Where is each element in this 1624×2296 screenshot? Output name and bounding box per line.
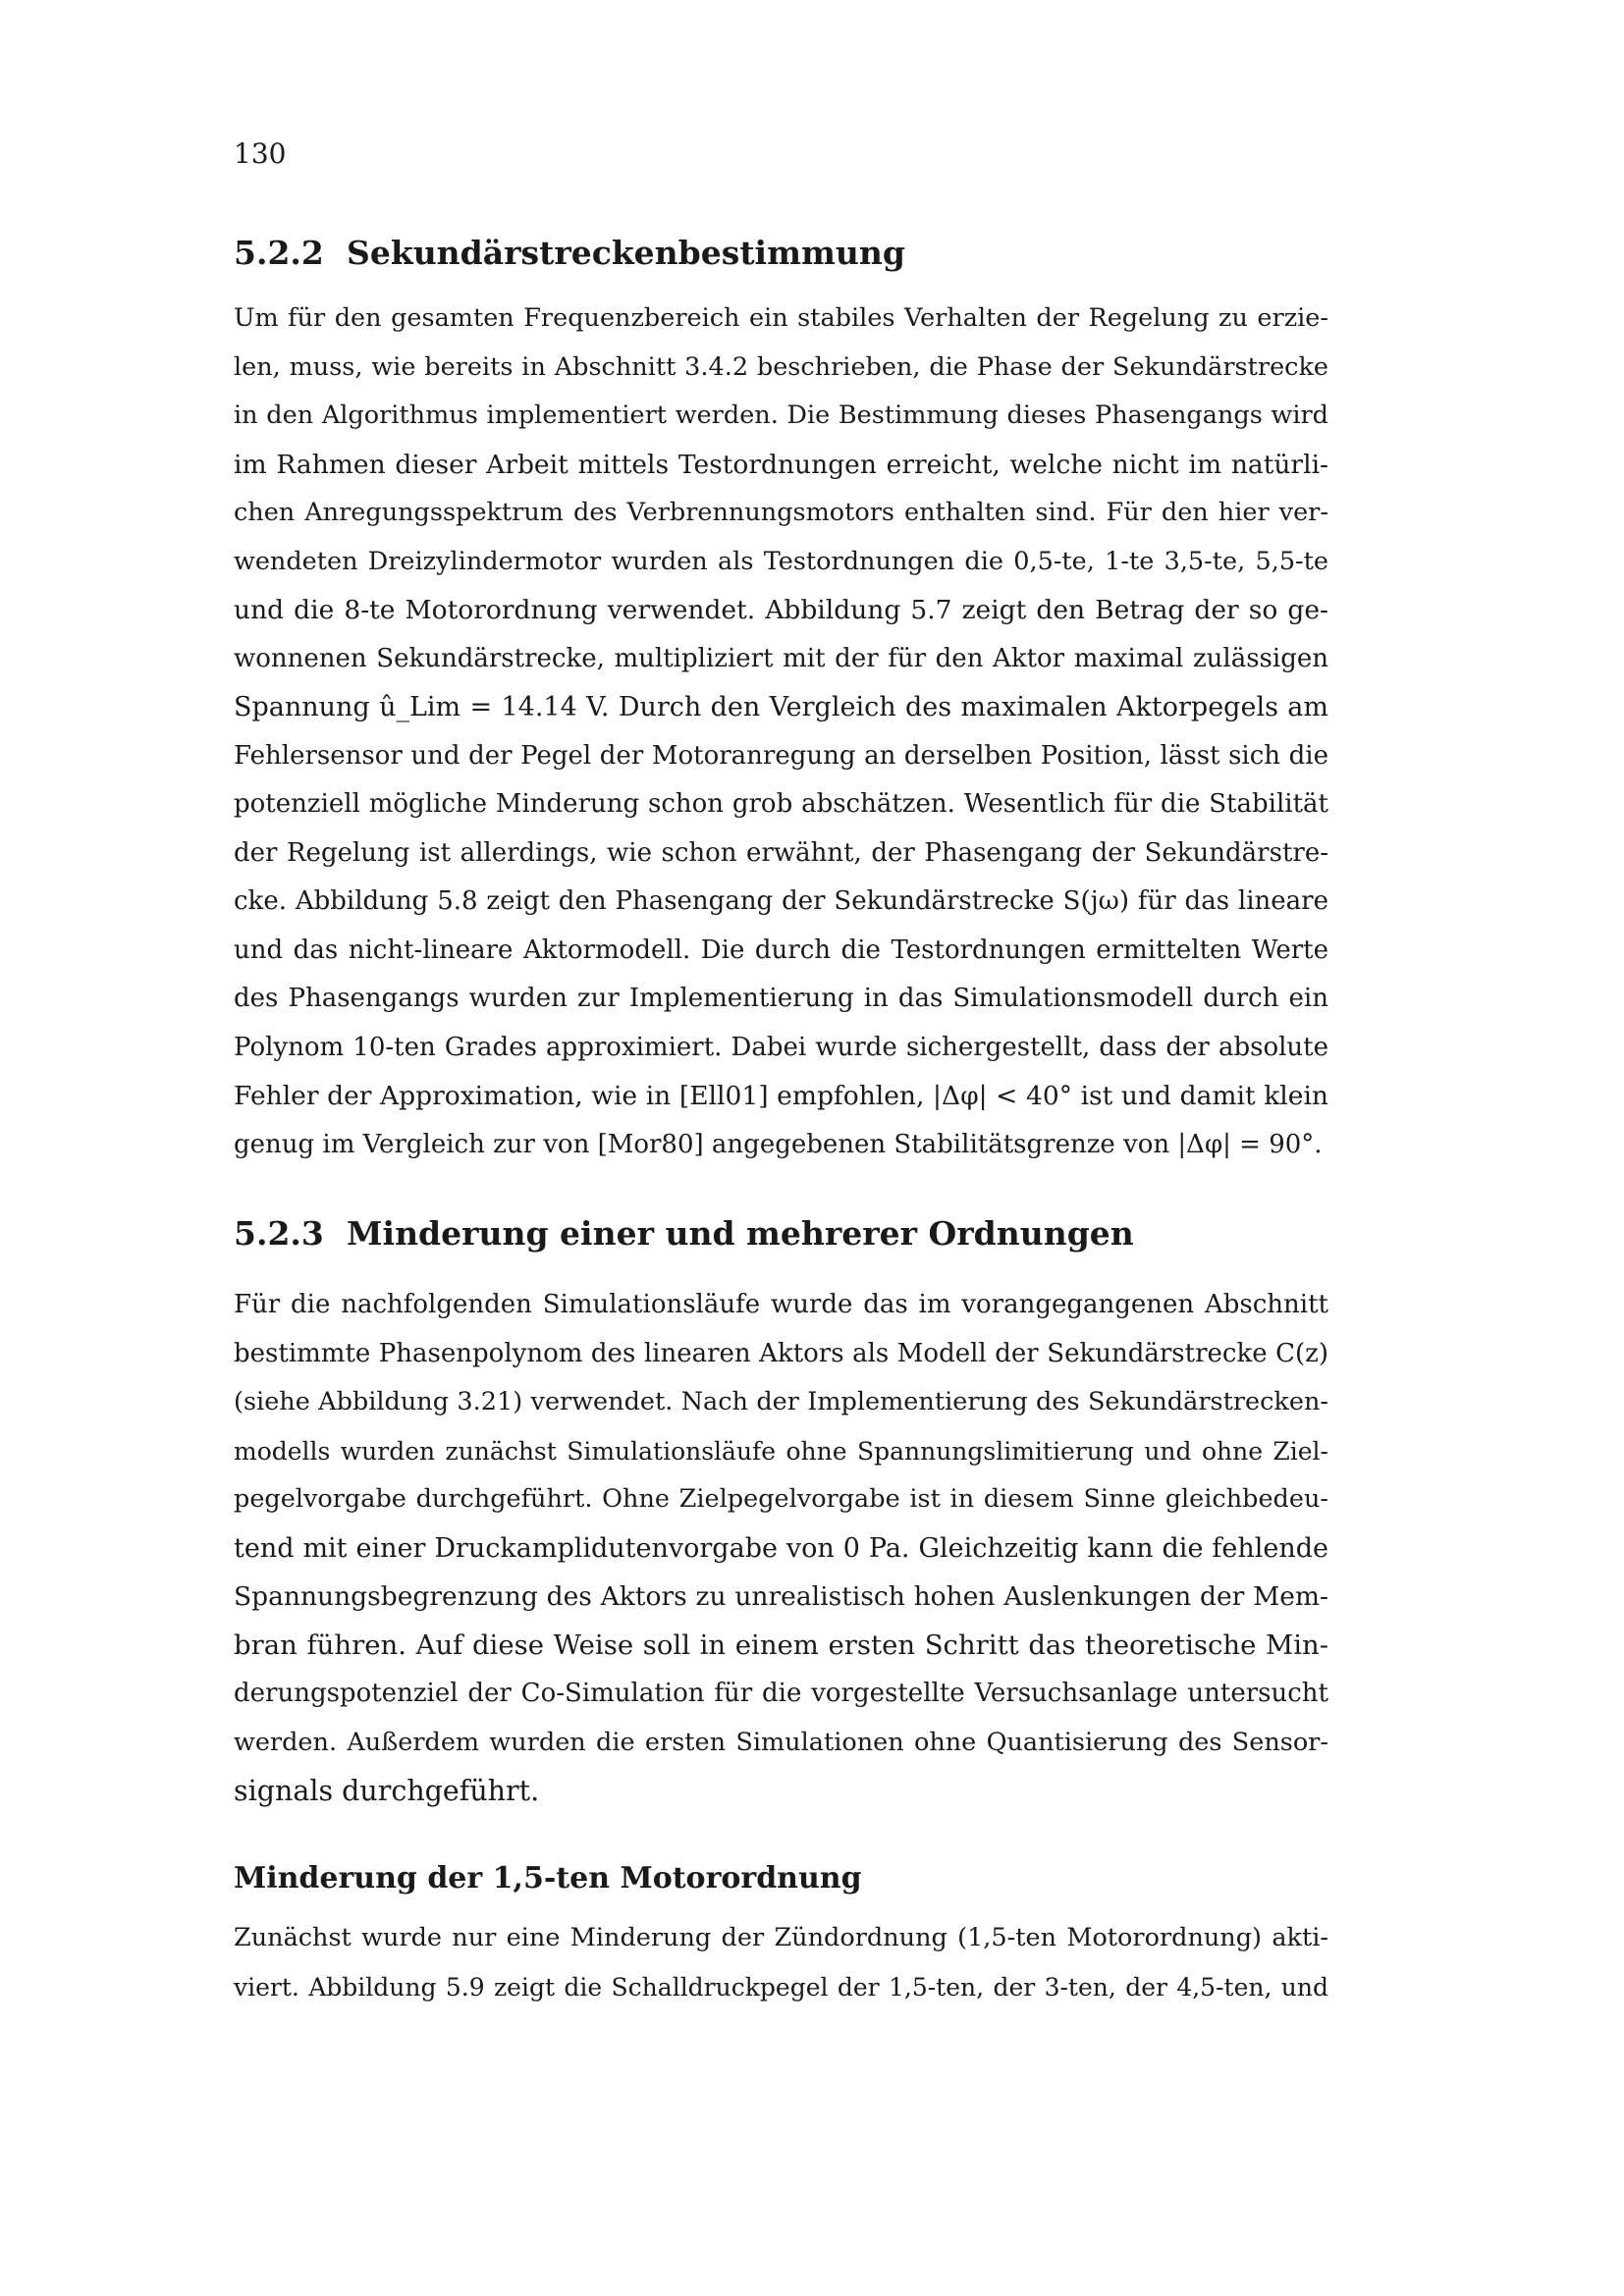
text-line: (siehe Abbildung 3.21) verwendet. Nach der Implementierung des Sekundärstrecken-: [234, 1387, 1328, 1416]
paragraph-order-reduction: [234, 1281, 1328, 1816]
text-line: chen Anregungsspektrum des Verbrennungsmotors enthalten sind. Für den hier ver-: [234, 498, 1328, 527]
paragraph-secondary-path: [234, 294, 1328, 1169]
text-line: signals durchgeführt.: [234, 1775, 540, 1807]
text-line: len, muss, wie bereits in Abschnitt 3.4.2 beschrieben, die Phase der Sekundärstrecke: [234, 351, 1328, 382]
text-line: genug im Vergleich zur von [Mor80] angegebenen Stabilitätsgrenze von |Δφ| = 90°.: [234, 1129, 1323, 1159]
text-line: Fehlersensor und der Pegel der Motoranregung an derselben Position, lässt sich die: [234, 740, 1328, 771]
section-heading-5-2-3: [234, 1214, 1134, 1254]
text-line: potenziell mögliche Minderung schon grob abschätzen. Wesentlich für die Stabilität: [234, 789, 1328, 819]
section-number: 5.2.3: [234, 1214, 324, 1253]
text-line: derungspotenziel der Co-Simulation für die vorgestellte Versuchsanlage untersucht: [234, 1679, 1328, 1708]
text-line: des Phasengangs wurden zur Implementierung in das Simulationsmodell durch ein: [234, 984, 1328, 1013]
text-line: und die 8-te Motorordnung verwendet. Abbildung 5.7 zeigt den Betrag der so ge-: [234, 595, 1328, 625]
text-line: in den Algorithmus implementiert werden. Die Bestimmung dieses Phasengangs wird: [234, 400, 1328, 430]
text-line: Spannung û_Lim = 14.14 V. Durch den Vergleich des maximalen Aktorpegels am: [234, 692, 1328, 722]
page-number: 130: [234, 137, 287, 170]
text-line: wonnenen Sekundärstrecke, multipliziert mit der für den Aktor maximal zulässigen: [234, 643, 1328, 673]
text-line: Um für den gesamten Frequenzbereich ein stabiles Verhalten der Regelung zu erzie-: [234, 303, 1328, 333]
text-line: wendeten Dreizylindermotor wurden als Testordnungen die 0,5-te, 1-te 3,5-te, 5,5-te: [234, 546, 1328, 576]
text-line: Zunächst wurde nur eine Minderung der Zündordnung (1,5-ten Motorordnung) akti-: [234, 1923, 1328, 1952]
text-line: bran führen. Auf diese Weise soll in einem ersten Schritt das theoretische Min-: [234, 1629, 1328, 1661]
text-line: viert. Abbildung 5.9 zeigt die Schalldruckpegel der 1,5-ten, der 3-ten, der 4,5-ten, und: [234, 1972, 1328, 2002]
text-line: Spannungsbegrenzung des Aktors zu unrealistisch hohen Auslenkungen der Mem-: [234, 1581, 1328, 1612]
text-line: Für die nachfolgenden Simulationsläufe wurde das im vorangegangenen Abschnitt: [234, 1290, 1328, 1319]
text-line: modells wurden zunächst Simulationsläufe ohne Spannungslimitierung und ohne Ziel-: [234, 1436, 1328, 1466]
text-line: bestimmte Phasenpolynom des linearen Aktors als Modell der Sekundärstrecke C(z): [234, 1338, 1328, 1368]
text-line: Polynom 10-ten Grades approximiert. Dabei wurde sichergestellt, dass der absolute: [234, 1032, 1328, 1062]
section-title: Minderung einer und mehrerer Ordnungen: [347, 1214, 1134, 1253]
section-heading-5-2-2: [234, 234, 905, 273]
text-line: cke. Abbildung 5.8 zeigt den Phasengang der Sekundärstrecke S(jω) für das lineare: [234, 886, 1328, 916]
text-line: Fehler der Approximation, wie in [Ell01] empfohlen, |Δφ| < 40° ist und damit klein: [234, 1081, 1328, 1111]
text-line: und das nicht-lineare Aktormodell. Die durch die Testordnungen ermittelten Werte: [234, 934, 1328, 965]
section-number: 5.2.2: [234, 234, 324, 272]
text-line: der Regelung ist allerdings, wie schon erwähnt, der Phasengang der Sekundärstre-: [234, 837, 1328, 868]
text-line: pegelvorgabe durchgeführt. Ohne Zielpegelvorgabe ist in diesem Sinne gleichbedeu-: [234, 1484, 1328, 1514]
text-line: werden. Außerdem wurden die ersten Simulationen ohne Quantisierung des Sensor-: [234, 1727, 1328, 1757]
section-title: Sekundärstreckenbestimmung: [347, 234, 905, 272]
subheading-1-5-order: Minderung der 1,5-ten Motorordnung: [234, 1861, 862, 1896]
text-line: tend mit einer Druckamplidutenvorgabe von 0 Pa. Gleichzeitig kann die fehlende: [234, 1532, 1328, 1564]
text-line: im Rahmen dieser Arbeit mittels Testordnungen erreicht, welche nicht im natürli-: [234, 449, 1328, 480]
paragraph-ignition-order: [234, 1914, 1328, 2011]
